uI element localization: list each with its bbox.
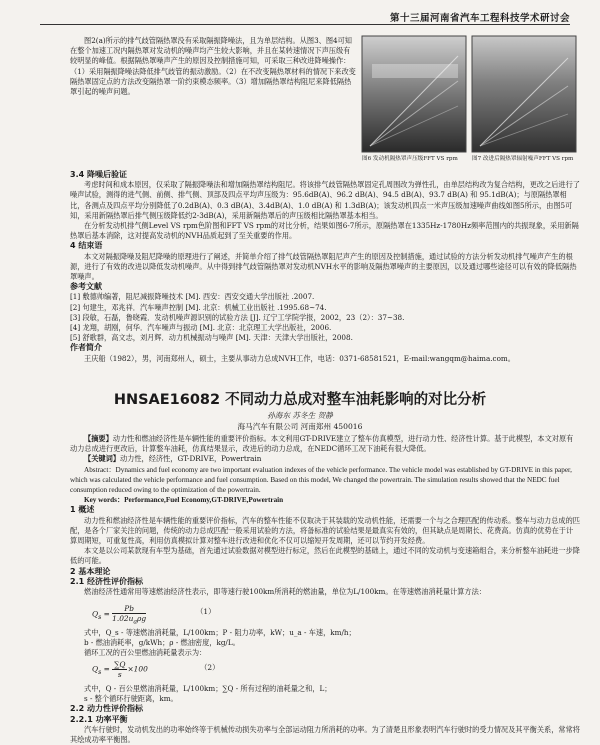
figure-panel — [362, 36, 576, 166]
paper-title: HNSAE16082 不同动力总成对整车油耗影响的对比分析 — [113, 392, 487, 408]
abstract-en: Abstract：Dynamics and fuel economy are two important evaluation indexes of the vehicle performance. The vehicle model was established by GT-DRIVE in this paper, which was calculated the vehicle performance and fuel consumption. Based on this model, We changed the powertrain. The simulation results showed that the NEDC fuel consumption reduced owing to the optimization of the powertrain. — [70, 465, 572, 495]
equation-2: $Q_s$ = $\frac{\sum Q}{s}$ ×100 — [92, 660, 148, 679]
keywords-cn-label: 【关键词】 — [84, 454, 120, 464]
reference-item: [2] 句建生，邓兆祥．汽车噪声控制 [M]. 北京：机械工业出版社 .1995.68~74. — [70, 302, 327, 312]
abstract-cn: 动力性和燃油经济性是车辆性能的重要评价指标。本文利用GT-DRIVE建立了整车仿真模型，进行动力性、经济性计算。基于此模型，本文对原有动力总成进行更改后，计算整车油耗，仿真结果显示，改进后的动力总成，在NEDC循环工况下油耗有很大降低。 — [70, 434, 574, 454]
section-4-title: 4 结束语 — [70, 241, 103, 251]
section-2-2-1-title: 2.2.1 功率平衡 — [70, 714, 128, 724]
section-2-2-title: 2.2 动力性评价指标 — [70, 704, 143, 714]
section-2-1-text: 燃油经济性通常用等速燃油经济性表示，即等速行驶100km所消耗的燃油量，单位为L/100km。在等速燃油消耗量计算方法： — [84, 587, 486, 597]
section-2-2-1-text: 汽车行驶时，发动机发出的功率始终等于机械传动损失功率与全部运动阻力所消耗的功率。为了清楚且形象表明汽车行驶时的受力情况及其平衡关系，常常将其绘成功率平衡图。 — [70, 724, 580, 745]
eq1-numerator: Pb — [112, 604, 146, 614]
section-2-title: 2 基本理论 — [70, 566, 111, 576]
figure-7 — [472, 36, 576, 162]
body-lower — [70, 434, 580, 597]
eq1-where2: b - 燃油消耗率，g/kWh；ρ - 燃油密度，kg/L。 — [84, 638, 240, 648]
body-paragraph-2: 在分析发动机排气侧Level VS rpm色阶图和FFT VS rpm的对比分析，结果如图6-7所示，原隔热罩在1335Hz-1780Hz频率范围内的共振现象，采用新隔热罩后基本消除，这对提高发动机的NVH品质起到了至关重要的作用。 — [70, 221, 579, 241]
paper-affiliation: 海马汽车有限公司 河南郑州 450016 — [237, 422, 363, 431]
figure-7-caption: 图7 改进后隔热罩辐射噪声FFT VS rpm — [472, 156, 574, 162]
reference-item: [1] 敷德帅编著，阻尼减振降噪技术 [M]. 西安：西安交通大学出版社 .2007. — [70, 292, 315, 302]
equation-notes — [70, 628, 580, 659]
section-1-paragraph-1: 动力性和燃油经济性是车辆性能的重要评价指标，汽车的整车性能不仅取决于其装载的发动机性能，还需要一个与之合理匹配的传动系。整车与动力总成的匹配，是各个厂家关注的问题，传统的动力总成匹配一般采用试验的方法，将备标准的试验结果是最真实有效的，但其缺点是周期长、花费高。仿真的优势在于计算周期短，可重复性高，利用仿真模拟计算对整车进行改进和优化不仅可以缩短开发周期，还可以节约开发经费。 — [70, 515, 580, 546]
paper-authors: 孙海东 苏冬生 贺静 — [267, 411, 333, 420]
keywords-cn: 动力性，经济性，GT-DRIVE，Powertrain — [119, 454, 262, 464]
references-title: 参考文献 — [70, 282, 102, 292]
section-1-title: 1 概述 — [70, 505, 95, 515]
fft-colormap-6 — [362, 36, 466, 152]
eq2-where2: s - 整个循环行驶距离，km。 — [84, 694, 178, 704]
header-rule — [40, 24, 570, 25]
reference-item: [3] 段敏，石磊，鲁晓霞．发动机噪声源识别的试验方法 [J]. 辽宁工学院学报，2002，23（2）：37~38. — [70, 312, 405, 322]
cycle-consumption-text: 循环工况的百公里燃油消耗量表示为： — [84, 648, 207, 658]
body-upper — [70, 170, 580, 364]
conclusion-paragraph: 本文对隔振降噪及阻尼降噪的原理进行了阐述，并简单介绍了排气歧管隔热罩阻尼声产生的原因及控制措施，通过试验的方法分析发动机排气噪声产生的根源，进行了有效的改进以降低发动机噪声。从中得到排气歧管隔热罩对发动机NVH水平的影响及隔热罩噪声的主要原因，以及通过哪些途径可以有效的降低隔热罩噪声。 — [70, 251, 577, 282]
abstract-cn-label: 【摘要】 — [84, 434, 113, 443]
eq1-where: 式中，Q_s - 等速燃油消耗量，L/100km；P - 阻力功率，kW；u_a - 车速，km/h； — [84, 628, 356, 637]
keywords-en: Key words：Performance,Fuel Economy,GT-DRIVE,Powertrain — [84, 496, 284, 505]
reference-item: [4] 龙翔，胡刚，何华．汽车噪声与振动 [M]. 北京：北京理工大学出版社，2006. — [70, 323, 332, 333]
section-2-1-title: 2.1 经济性评价指标 — [70, 576, 143, 586]
author-bio-title: 作者简介 — [70, 343, 102, 353]
eq2-where: 式中，Q - 百公里燃油消耗量，L/100km；∑Q - 所有过程的油耗量之和，L； — [84, 684, 332, 693]
figure-6 — [362, 36, 466, 162]
equation-2-number: （2） — [200, 663, 220, 672]
left-paragraph: 图2(a)所示的排气歧管隔热罩没有采取隔振降噪法，且为单层结构。从图3、图4可知在整个加速工况内隔热罩对发动机的噪声均产生较大影响，并且在某转速情况下声压级有较明显的峰值。根据隔热罩噪声产生的原因及控制措施可知，可采取三种改进降噪操作：（1）采用隔振降噪法降低排气歧管的振动激励。（2）在不改变隔热罩材料的情况下来改变隔热罩固定点的方法改变隔热罩一阶约束模态频率。（3）增加隔热罩结构阻尼来降低隔热罩引起的噪声问题。 — [70, 36, 356, 97]
section-1-paragraph-2: 本文是以公司某款现有车型为基础，首先通过试验数据对模型进行标定，然后在此模型的基础上，通过不同的发动机与变速箱组合，来分析整车油耗进一步降低的可能。 — [70, 546, 580, 566]
equation-1-number: （1） — [196, 607, 216, 616]
fft-colormap-7 — [472, 36, 576, 152]
section-3-4-title: 3.4 降噪后验证 — [70, 170, 127, 179]
reference-item: [5] 舒歌群，高文志，刘月辉．动力机械振动与噪声 [M]. 天津：天津大学出版社，2008. — [70, 333, 353, 343]
equation-1: $Q_s$ = Pb $1.02u_a\rho g$ — [92, 604, 147, 626]
body-tail — [70, 684, 580, 745]
left-column-text — [70, 36, 356, 166]
references-list — [70, 292, 580, 343]
figure-6-caption: 图6 发动机隔热罩声压级FFT VS rpm — [362, 156, 458, 162]
body-paragraph-1: 考虑时间和成本原因，仅采取了隔振降噪法和增加隔热罩结构阻尼。将该排气歧管隔热罩固定孔周围改为弹性孔，由单层结构改为复合结构，更改之后进行了噪声试验，测得的进气侧、前侧、排气侧、顶部及四点平均声压级为：95.6dB(A)、96.2 dB(A)、94.5 dB(A)、93.7 dB(A) 和 95.1dB(A)；与原隔热罩相比，各测点及四点平均分别降低了0.2dB(A)、0.3 dB(A)、3.4dB(A)、1.0 dB(A) 和 1.3dB(A)；该发动机四点一米声压级加速噪声曲线如图5所示，由图5可知，采用新隔热罩后排气侧压级降低约2-3dB(A)，采用新隔热罩后的声压级相比隔热罩基本相当。 — [70, 180, 580, 220]
author-bio: 王庆船（1982），男，河南郑州人，硕士，主要从事动力总成NVH工作，电话：0371-68581521，E-mail:wangqm@haima.com。 — [84, 353, 515, 363]
running-header: 第十三届河南省汽车工程科技学术研讨会 — [389, 13, 570, 24]
